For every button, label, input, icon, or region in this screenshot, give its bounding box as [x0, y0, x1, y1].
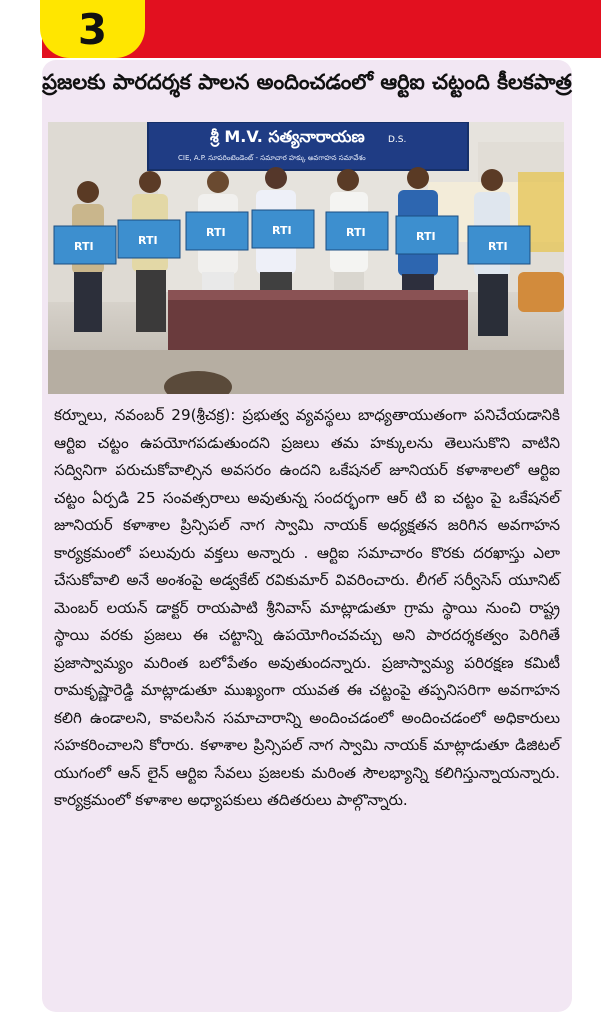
article-body: కర్నూలు, నవంబర్ 29(శ్రీచక్ర): ప్రభుత్వ వ్యవస్థలు బాధ్యతాయుతంగా పనిచేయడానికి ఆర్టిఐ చట్టం ఉపయోగపడుతుందని ప్రజలు తమ హక్కులను తెలుసుకొని వాటిని సద్వినిగా పరుచుకోవాల్సిన అవసరం ఉందని ఒకేషనల్ జూనియర్ కళాశాలలో ఆర్టిఐ చట్టం ఏర్పడి 25 సంవత్సరాలు అవుతున్న సందర్భంగా ఆర్ టి ఐ చట్టం పై ఒకేషనల్ జూనియర్ కళాశాల ప్రిన్సిపల్ నాగ స్వామి నాయక్ అధ్యక్షతన జరిగిన అవగాహన కార్యక్రమంలో పలువురు వక్తలు అన్నారు . ఆర్టిఐ సమాచారం కొరకు దరఖాస్తు ఎలా చేసుకోవాలి అనే అంశంపై అడ్వకేట్ రవికుమార్ వివరించారు. లీగల్ సర్వీసెస్ యూనిట్ మెంబర్ లయన్ డాక్టర్ రాయపాటి శ్రీనివాస్ మాట్లాడుతూ గ్రామ స్థాయి నుంచి రాష్ట్ర స్థాయి వరకు ప్రజలు ఈ చట్టాన్ని ఉపయోగించవచ్చు అని పారదర్శకత్వం పెరిగితే ప్రజాస్వామ్యం మరింత బలోపేతం అవుతుందన్నారు. ప్రజాస్వామ్య పరిరక్షణ కమిటీ రామకృష్ణారెడ్డి మాట్లాడుతూ ముఖ్యంగా యువత ఈ చట్టంపై తప్పనిసరిగా అవగాహన కలిగి ఉండాలని, కావలసిన సమాచారాన్ని అందించడంలో అందించడంలో అధికారులు సహకరించాలని కోరారు. కళాశాల ప్రిన్సిపల్ నాగ స్వామి నాయక్ మాట్లాడుతూ డిజిటల్ యుగంలో ఆన్ లైన్ ఆర్టిఐ సేవలు ప్రజలకు మరింత సౌలభ్యాన్ని కలిగిస్తున్నాయన్నారు. కార్యక్రమంలో కళాశాల అధ్యాపకులు తదితరులు పాల్గొన్నారు.	[54, 406, 560, 809]
poster-label: RTI	[346, 226, 366, 239]
poster-label: RTI	[416, 230, 436, 243]
page-number-badge	[40, 0, 145, 58]
banner-title: శ్రీ M.V. సత్యనారాయణ	[210, 127, 365, 146]
poster-label: RTI	[272, 224, 292, 237]
article-headline: ప్రజలకు పారదర్శక పాలన అందించడంలో ఆర్టిఐ చట్టంది కీలకపాత్ర	[42, 70, 572, 94]
event-photo-illustration	[48, 122, 564, 394]
event-photo	[48, 122, 564, 394]
poster-label: RTI	[488, 240, 508, 253]
poster-label: RTI	[138, 234, 158, 247]
poster-label: RTI	[206, 226, 226, 239]
page-number: 3	[77, 4, 108, 54]
article-card	[42, 60, 572, 1012]
poster-label: RTI	[74, 240, 94, 253]
banner-subtitle: CIE, A.P. సూపరింటెండెంట్ - సమాచార హక్కు అవగాహన సమావేశం	[178, 154, 366, 162]
banner-suffix: D.S.	[388, 135, 407, 145]
